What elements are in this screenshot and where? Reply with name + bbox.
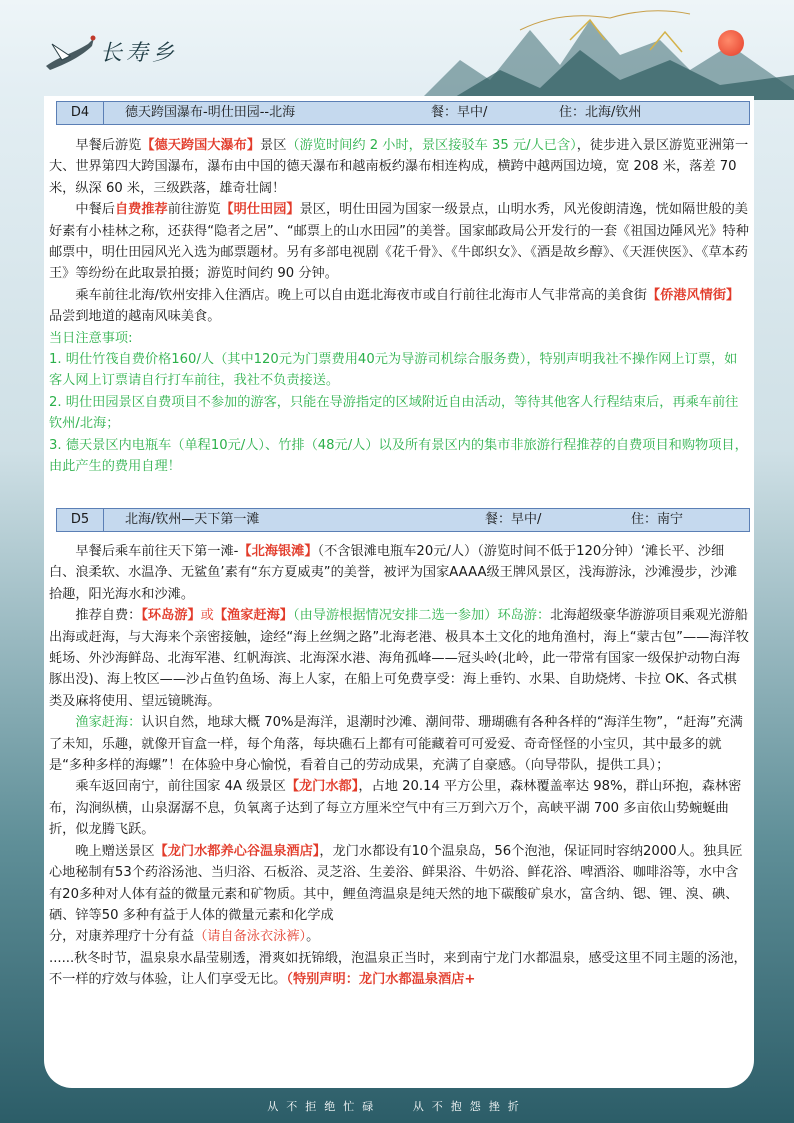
d5-paragraph-swimwear: 分，对康养理疗十分有益（请自备泳衣泳裤）。 [49, 929, 320, 945]
day-route: 德天跨国瀑布-明仕田园--北海 [125, 105, 296, 120]
d5-paragraph-tide-catching: 渔家赶海：认识自然，地球大概 70%是海洋，退潮时沙滩、潮间带、珊瑚礁有各种各样的“海洋生物”，“赶海”充满了未知，乐趣，就像开盲盒一样，每个角落，每块礁石上都有可能藏着可可爱爱、奇奇怪怪的小宝贝，其中最多的就是“多种多样的海螺”！在体验中身心愉悦，看着自己的劳动成果，充满了自豪感。（向导带队，提供工具）； [49, 715, 743, 774]
day-meal: 餐：早中/ [431, 105, 488, 120]
day-code: D4 [57, 102, 104, 124]
d4-content [49, 135, 749, 478]
d4-paragraph-mingshi: 中餐后自费推荐前往游览【明仕田园】景区，明仕田园为国家一级景点，山明水秀，风光俊朗清逸，恍如隔世般的美好素有小桂林之称，还获得“隐者之居”、“邮票上的山水田园”的美誉。国家邮政局公开发行的一套《祖国边陲风光》特种邮票中，明仕田园风光入选为邮票题材。另有多部电视剧《花千骨》、《牛郎织女》、《酒是故乡醇》、《天涯侠医》、《草本药王》等纷纷在此取景拍摄；游览时间约 90 分钟。 [49, 202, 749, 282]
footer-slogan-left: 从不拒绝忙碌 [267, 1100, 382, 1113]
d5-paragraph-silver-beach: 早餐后乘车前往天下第一滩-【北海银滩】（不含银滩电瓶车20元/人）（游览时间不低于120分钟）‘滩长平、沙细白、浪柔软、水温净、无鲨鱼’素有“东方夏威夷”的美誉，被评为国家AAAA级王牌风景区，浅海游泳，沙滩漫步，沙滩拾趣，阳光海水和沙滩。 [49, 544, 738, 602]
footer-slogan [0, 1098, 794, 1114]
brand-title: 长寿乡 [100, 41, 179, 66]
day-stay: 住：北海/钦州 [559, 105, 642, 120]
d4-paragraph-waterfall: 早餐后游览【德天跨国大瀑布】景区（游览时间约 2 小时，景区接驳车 35 元/人已含），徒步进入景区游览亚洲第一大、世界第四大跨国瀑布，瀑布由中国的德天瀑布和越南板约瀑布相连构成，横跨中越两国边境，宽 208 米，落差 70 米，纵深 60 米，三级跌落，雄奇壮阔！ [49, 138, 749, 196]
d4-note-2: 2. 明仕田园景区自费项目不参加的游客，只能在导游指定的区域附近自由活动，等待其他客人行程结束后，再乘车前往钦州/北海； [49, 394, 739, 432]
d4-notes-title: 当日注意事项: [49, 330, 133, 346]
d5-paragraph-autumn: ......秋冬时节，温泉泉水晶莹剔透，滑爽如抚锦缎，泡温泉正当时，来到南宁龙门水都温泉，感受这里不同主题的汤池，不一样的疗效与体验，让人们享受无比。（特别声明：龙门水都温泉酒店+ [49, 950, 747, 988]
d5-content [49, 541, 749, 991]
day-stay: 住：南宁 [631, 512, 684, 527]
day-route: 北海/钦州—天下第一滩 [125, 512, 260, 527]
d5-paragraph-hotspring-hotel: 晚上赠送景区【龙门水都养心谷温泉酒店】，龙门水都设有10个温泉岛，56个泡池，保证同时容纳2000人。独具匠心地秘制有53个药浴汤池、当归浴、石板浴、灵芝浴、生姜浴、鲜果浴、牛奶浴、鲜花浴、啤酒浴、咖啡浴等，水中含有20多种对人体有益的微量元素和矿物质。其中，鲤鱼湾温泉是纯天然的地下碳酸矿泉水，富含纳、锶、锂、溴、碘、硒、锌等50 多种有益于人体的微量元素和化学成 [49, 843, 743, 923]
d5-paragraph-optional-tours: 推荐自费：【环岛游】或【渔家赶海】（由导游根据情况安排二选一参加）环岛游：北海超级豪华游游项目乘观光游船出海或赶海，与大海来个亲密接触，途经“海上丝绸之路”北海老港、极具本土文化的地角渔村，海上“蒙古包”——海洋牧蚝场、外沙海鲜岛、北海军港、红帆海滨、北海深水港、海角孤峰——冠头岭(北岭，此一带常有国家一级保护动物白海豚出没)、海上牧区——沙占鱼钓鱼场、海上人家，在船上可免费享受：海上垂钓、水果、自助烧烤、卡拉 OK、各式棋类及麻将使用、望远镜眺海。 [49, 608, 749, 709]
d4-paragraph-hotel: 乘车前往北海/钦州安排入住酒店。晚上可以自由逛北海夜市或自行前往北海市人气非常高的美食街【侨港风情街】品尝到地道的越南风味美食。 [49, 287, 740, 325]
footer-slogan-right: 从不抱怨挫折 [412, 1100, 527, 1113]
header-band [0, 0, 794, 100]
sun-icon [718, 30, 744, 56]
day-meal: 餐：早中/ [485, 512, 542, 527]
d5-paragraph-longmen: 乘车返回南宁，前往国家 4A 级景区【龙门水都】，占地 20.14 平方公里，森林覆盖率达 98%，群山环抱，森林密布，沟涧纵横，山泉潺潺不息，负氧离子达到了每立方厘米空气中有三万到六万个，高峡平湖 700 多亩依山势蜿蜒曲折，似龙腾飞跃。 [49, 779, 742, 838]
day-bar-d5 [56, 508, 750, 532]
d4-note-3: 3. 德天景区内电瓶车（单程10元/人）、竹排（48元/人）以及所有景区内的集市非旅游行程推荐的自费项目和购物项目，由此产生的费用自理！ [49, 437, 748, 475]
d4-note-1: 1. 明仕竹筏自费价格160/人（其中120元为门票费用40元为导游司机综合服务费），特别声明我社不操作网上订票，如客人网上订票请自行打车前往，我社不负责接送。 [49, 352, 738, 389]
day-bar-d4 [56, 101, 750, 125]
crane-icon [42, 26, 102, 76]
day-code: D5 [57, 509, 104, 531]
